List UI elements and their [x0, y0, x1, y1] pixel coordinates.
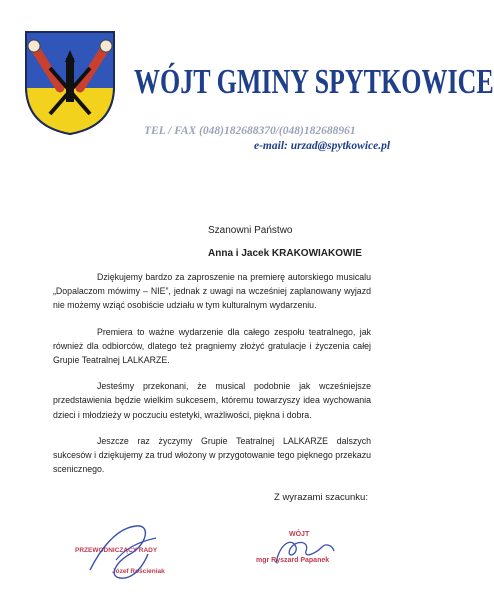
closing: Z wyrazami szacunku:: [274, 492, 368, 503]
paragraph: Jesteśmy przekonani, że musical podobnie jak wcześniejsze przedstawienia będzie wielkim sukcesem, któremu towarzyszy idea wychowania dzieci i młodzieży w poczuciu estetyki, wrażliwości, piękna i dobra.: [53, 381, 371, 420]
letter-body: [53, 270, 371, 488]
right-signature-title: WÓJT: [289, 531, 310, 538]
paragraph: Premiera to ważne wydarzenie dla całego zespołu teatralnego, jak również dla odbiorców, dlatego też pragniemy złożyć gratulacje i życzenia całej Grupie Teatralnej LALKARZE.: [53, 326, 371, 366]
right-handwritten-signature-icon: [270, 533, 340, 573]
left-signature-name: Józef Rościeniak: [112, 568, 165, 575]
recipient: Anna i Jacek KRAKOWIAKOWIE: [208, 248, 362, 259]
paragraph: Jeszcze raz życzymy Grupie Teatralnej LALKARZE dalszych sukcesów i dziękujemy za trud włożony w przygotowanie tego pięknego przekazu scenicznego.: [53, 435, 371, 475]
salutation: Szanowni Państwo: [208, 225, 293, 236]
paragraph: Dziękujemy bardzo za zaproszenie na premierę autorskiego musicalu „Dopalaczom mówimy – NIE”, jednak z uwagi na wcześniej zaplanowany wyjazd nie możemy wziąć osobiście udziału w tym kulturalnym wydarzeniu.: [53, 272, 371, 311]
coat-of-arms-icon: [22, 28, 118, 138]
email-address: e-mail: urzad@spytkowice.pl: [254, 140, 391, 152]
left-signature-title: PRZEWODNICZĄCY RADY: [75, 547, 158, 554]
phone-fax: TEL / FAX (048)182688370/(048)182688961: [144, 125, 356, 137]
office-title: WÓJT GMINY SPYTKOWICE: [134, 62, 494, 102]
right-signature-name: mgr Ryszard Papanek: [256, 557, 330, 564]
